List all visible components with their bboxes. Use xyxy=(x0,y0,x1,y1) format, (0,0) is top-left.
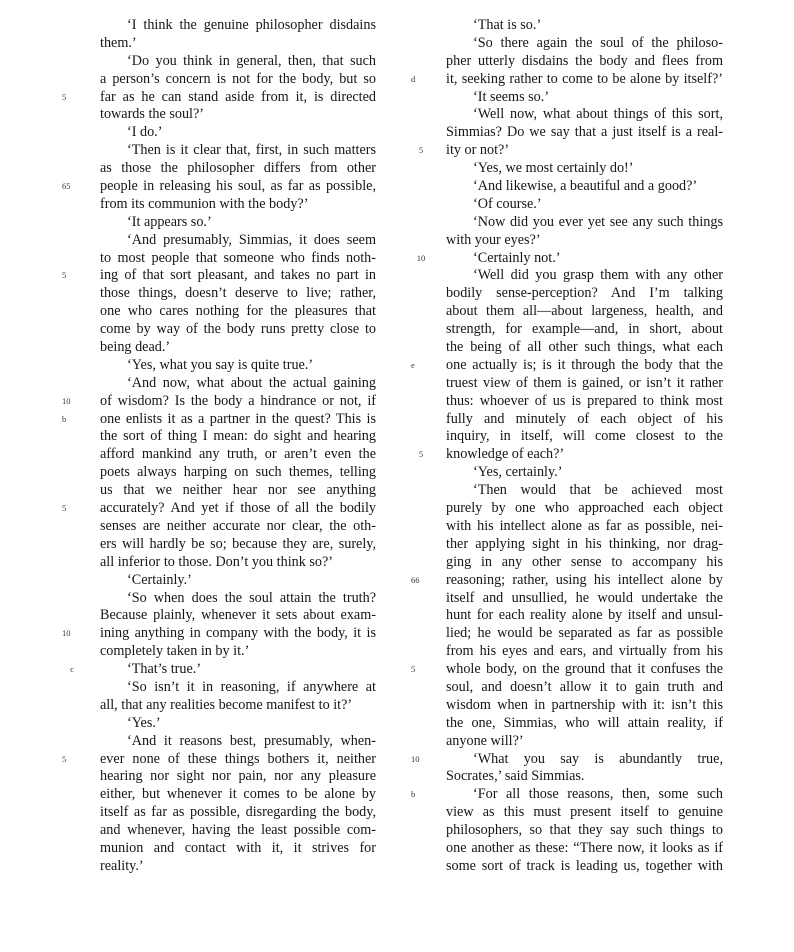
line-text: ers will hardly be so; because they are, surely, xyxy=(100,535,376,552)
line-text: Simmias? Do we say that a just itself is a real- xyxy=(446,124,723,141)
text-line xyxy=(100,643,376,661)
text-line xyxy=(416,249,723,268)
margin-line-marker: 5 xyxy=(62,270,67,281)
text-line xyxy=(62,392,376,411)
text-line xyxy=(446,840,723,858)
right-text-column xyxy=(411,17,723,876)
line-text: ‘Then is it clear that, first, in such matters xyxy=(127,142,376,159)
line-text: the being of all other such things, what each xyxy=(446,339,723,356)
text-line xyxy=(100,53,376,71)
text-line xyxy=(100,536,376,554)
margin-line-marker: 5 xyxy=(411,664,416,675)
text-line xyxy=(446,339,723,357)
margin-line-marker: 5 xyxy=(62,753,67,764)
text-line xyxy=(100,822,376,840)
text-line xyxy=(100,71,376,89)
line-text: one actually is; is it through the body that the xyxy=(446,356,723,373)
text-line xyxy=(100,160,376,178)
text-line xyxy=(446,464,723,482)
margin-line-marker: 5 xyxy=(418,449,424,460)
margin-line-marker: 10 xyxy=(416,252,426,263)
text-line xyxy=(446,285,723,303)
line-text: to most people that someone who finds noth- xyxy=(100,249,376,266)
text-line xyxy=(100,303,376,321)
text-line xyxy=(100,428,376,446)
line-text: ‘Yes, certainly.’ xyxy=(473,464,563,481)
margin-line-marker: 5 xyxy=(418,145,424,156)
line-text: ever none of these things bothers it, neither xyxy=(100,750,376,767)
line-text: some sort of track is leading us, together with xyxy=(446,857,723,874)
line-text: from his eyes and ears, and virtually from his xyxy=(446,643,723,660)
text-line xyxy=(446,303,723,321)
text-line xyxy=(100,768,376,786)
text-line xyxy=(62,500,376,518)
margin-line-marker: d xyxy=(411,73,416,84)
margin-line-marker: 10 xyxy=(62,395,71,406)
text-line xyxy=(100,572,376,590)
text-line xyxy=(446,196,723,214)
text-line xyxy=(62,88,376,107)
line-text: ‘So when does the soul attain the truth? xyxy=(127,589,376,606)
line-text: ‘Well did you grasp them with any other xyxy=(473,267,723,284)
line-text: one enlists it as a partner in the quest? This is xyxy=(100,410,376,427)
margin-line-marker: 5 xyxy=(62,91,67,102)
text-line xyxy=(446,53,723,71)
text-line xyxy=(100,285,376,303)
line-text: ‘It appears so.’ xyxy=(127,213,212,230)
text-line xyxy=(100,482,376,500)
line-text: ‘Certainly not.’ xyxy=(473,249,561,266)
margin-line-marker: c xyxy=(70,664,74,675)
line-text: ‘Then would that be achieved most xyxy=(473,482,723,499)
text-line xyxy=(100,679,376,697)
line-text: Socrates,’ said Simmias. xyxy=(446,768,585,785)
text-line xyxy=(70,661,376,679)
line-text: the sort of thing I mean: do sight and hearing xyxy=(100,428,376,445)
text-line xyxy=(411,750,723,769)
text-line xyxy=(62,410,376,429)
text-line xyxy=(446,500,723,518)
line-text: as those the philosopher differs from other xyxy=(100,160,376,177)
text-line xyxy=(100,804,376,822)
text-line xyxy=(100,518,376,536)
left-text-column xyxy=(62,17,376,876)
text-line xyxy=(446,482,723,500)
text-line xyxy=(100,35,376,53)
text-line xyxy=(446,214,723,232)
text-line xyxy=(446,267,723,285)
text-line xyxy=(411,661,723,679)
line-text: ‘Certainly.’ xyxy=(127,571,192,588)
line-text: far as he can stand aside from it, is directed xyxy=(100,88,376,105)
line-text: completely taken in by it.’ xyxy=(100,643,250,660)
line-text: them.’ xyxy=(100,34,137,51)
text-line xyxy=(446,679,723,697)
text-line xyxy=(100,446,376,464)
line-text: ‘And now, what about the actual gaining xyxy=(127,374,376,391)
line-text: ‘Well now, what about things of this sort, xyxy=(473,106,723,123)
text-line xyxy=(446,733,723,751)
line-text: us that we neither hear nor see anything xyxy=(100,482,376,499)
line-text: ‘And it reasons best, presumably, when- xyxy=(127,732,376,749)
text-line xyxy=(446,625,723,643)
text-line xyxy=(446,518,723,536)
line-text: the one, Simmias, who will attain reality, if xyxy=(446,714,723,731)
line-text: ‘Do you think in general, then, that such xyxy=(127,52,376,69)
text-line xyxy=(100,106,376,124)
line-text: ‘Now did you ever yet see any such things xyxy=(473,213,723,230)
line-text: people in releasing his soul, as far as possible, xyxy=(100,178,376,195)
line-text: one another as these: “There now, it looks as if xyxy=(446,839,723,856)
line-text: ging in any other sense to accompany his xyxy=(446,553,723,570)
line-text: lied; he would be separated as far as possible xyxy=(446,625,723,642)
line-text: ining anything in company with the body, it is xyxy=(100,625,376,642)
line-text: either, but whenever it comes to be alone by xyxy=(100,786,376,803)
text-line xyxy=(446,106,723,124)
text-line xyxy=(446,232,723,250)
text-line xyxy=(100,196,376,214)
line-text: from its communion with the body?’ xyxy=(100,195,309,212)
line-text: munion and contact with it, it strives for xyxy=(100,839,376,856)
text-line xyxy=(62,750,376,769)
text-line xyxy=(411,356,723,375)
text-line xyxy=(100,232,376,250)
line-text: fully and minutely of each object of his xyxy=(446,410,723,427)
line-text: philosophers, so that they say such things to xyxy=(446,822,723,839)
text-line xyxy=(418,142,723,160)
line-text: ‘What you say is abundantly true, xyxy=(473,750,723,767)
text-line xyxy=(446,768,723,786)
line-text: those things, doesn’t deserve to live; rather, xyxy=(100,285,376,302)
line-text: soul, and doesn’t allow it to gain truth and xyxy=(446,678,723,695)
line-text: ‘Yes, what you say is quite true.’ xyxy=(127,356,314,373)
text-line xyxy=(100,339,376,357)
line-text: strength, for example—and, in short, about xyxy=(446,321,723,338)
text-line xyxy=(446,715,723,733)
line-text: itself as far as possible, disregarding the body, xyxy=(100,804,376,821)
line-text: about them all—about largeness, health, and xyxy=(446,303,723,320)
text-line xyxy=(100,786,376,804)
text-line xyxy=(446,428,723,446)
text-line xyxy=(446,804,723,822)
line-text: wisdom when in partnership with it: isn’t this xyxy=(446,696,723,713)
text-line xyxy=(100,357,376,375)
text-line xyxy=(446,375,723,393)
line-text: towards the soul?’ xyxy=(100,106,205,123)
text-line xyxy=(100,214,376,232)
line-text: ‘That is so.’ xyxy=(473,17,542,33)
line-text: truest view of them is gained, or isn’t it rather xyxy=(446,374,723,391)
line-text: with your eyes?’ xyxy=(446,231,541,248)
text-line xyxy=(100,607,376,625)
line-text: ‘And likewise, a beautiful and a good?’ xyxy=(473,178,698,195)
line-text: and whenever, having the least possible com- xyxy=(100,822,376,839)
text-line xyxy=(446,35,723,53)
line-text: ‘It seems so.’ xyxy=(473,88,550,105)
line-text: reality.’ xyxy=(100,857,144,874)
line-text: of wisdom? Is the body a hindrance or not, if xyxy=(100,392,376,409)
text-line xyxy=(62,267,376,285)
text-line xyxy=(100,124,376,142)
line-text: with his intellect alone as far as possible, nei- xyxy=(446,517,723,534)
text-line xyxy=(446,89,723,107)
line-text: ‘Of course.’ xyxy=(473,195,542,212)
line-text: pher utterly disdains the body and flees from xyxy=(446,52,723,69)
text-line xyxy=(100,840,376,858)
line-text: being dead.’ xyxy=(100,339,171,356)
line-text: accurately? And yet if those of all the bodily xyxy=(100,500,376,517)
text-line xyxy=(446,822,723,840)
text-line xyxy=(100,697,376,715)
line-text: knowledge of each?’ xyxy=(446,446,565,463)
line-text: one who cares nothing for the pleasures that xyxy=(100,303,376,320)
text-line xyxy=(100,715,376,733)
line-text: a person’s concern is not for the body, but so xyxy=(100,70,376,87)
margin-line-marker: 10 xyxy=(62,628,71,639)
line-text: inquiry, in itself, will come closest to the xyxy=(446,428,723,445)
line-text: ther applying sight in his thinking, nor drag- xyxy=(446,535,723,552)
line-text: ‘I do.’ xyxy=(127,124,163,141)
text-line xyxy=(446,321,723,339)
text-line xyxy=(446,590,723,608)
text-line xyxy=(411,786,723,804)
line-text: itself and unsullied, he would undertake the xyxy=(446,589,723,606)
line-text: Because plainly, whenever it sets about exam- xyxy=(100,607,376,624)
line-text: ‘For all those reasons, then, some such xyxy=(473,786,723,803)
line-text: ing of that sort pleasant, and takes no part in xyxy=(100,267,376,284)
text-line xyxy=(446,858,723,876)
line-text: view as this must present itself to genuine xyxy=(446,804,723,821)
text-line xyxy=(418,446,723,464)
text-line xyxy=(446,160,723,178)
text-line xyxy=(446,393,723,411)
text-line xyxy=(446,643,723,661)
margin-line-marker: b xyxy=(411,789,416,800)
line-text: poets always harping on such themes, telling xyxy=(100,464,376,481)
line-text: purely by one who approached each object xyxy=(446,500,723,517)
text-line xyxy=(100,590,376,608)
text-line xyxy=(446,607,723,625)
text-line xyxy=(446,411,723,429)
line-text: it, seeking rather to come to be alone by itself?’ xyxy=(446,70,723,87)
text-line xyxy=(100,464,376,482)
margin-line-marker: 65 xyxy=(62,181,71,192)
text-line xyxy=(446,554,723,572)
line-text: ‘I think the genuine philosopher disdains xyxy=(127,17,376,33)
text-line xyxy=(100,142,376,160)
text-line xyxy=(446,17,723,35)
text-line xyxy=(100,375,376,393)
margin-line-marker: e xyxy=(411,359,415,370)
line-text: bodily sense-perception? And I’m talking xyxy=(446,285,723,302)
line-text: anyone will?’ xyxy=(446,732,524,749)
text-line xyxy=(100,554,376,572)
line-text: come by way of the body runs pretty close to xyxy=(100,321,376,338)
line-text: all, that any realities become manifest to it?’ xyxy=(100,696,353,713)
margin-line-marker: b xyxy=(62,413,67,424)
margin-line-marker: 66 xyxy=(411,574,420,585)
text-line xyxy=(100,17,376,35)
text-line xyxy=(446,178,723,196)
text-line xyxy=(446,536,723,554)
line-text: ‘So isn’t it in reasoning, if anywhere at xyxy=(127,678,376,695)
margin-line-marker: 10 xyxy=(411,753,420,764)
text-line xyxy=(446,124,723,142)
margin-line-marker: 5 xyxy=(62,503,67,514)
text-line xyxy=(62,625,376,643)
line-text: all inferior to those. Don’t you think so?’ xyxy=(100,553,334,570)
line-text: hearing nor sight nor pain, nor any pleasure xyxy=(100,768,376,785)
text-line xyxy=(446,697,723,715)
line-text: ‘And presumably, Simmias, it does seem xyxy=(127,231,376,248)
text-line xyxy=(100,733,376,751)
line-text: afford mankind any truth, or aren’t even the xyxy=(100,446,376,463)
text-line xyxy=(411,70,723,89)
line-text: reasoning; rather, using his intellect alone by xyxy=(446,571,723,588)
text-line xyxy=(411,571,723,590)
line-text: thus: whoever of us is prepared to think most xyxy=(446,392,723,409)
line-text: ‘That’s true.’ xyxy=(127,661,202,678)
line-text: ‘Yes, we most certainly do!’ xyxy=(473,160,634,177)
line-text: hunt for each reality alone by itself and unsul- xyxy=(446,607,723,624)
line-text: ‘Yes.’ xyxy=(127,714,161,731)
line-text: whole body, on the ground that it confuses the xyxy=(446,661,723,678)
text-line xyxy=(100,858,376,876)
text-line xyxy=(100,250,376,268)
line-text: senses are neither accurate nor clear, the oth- xyxy=(100,517,376,534)
text-line xyxy=(100,321,376,339)
text-line xyxy=(62,178,376,196)
line-text: ity or not?’ xyxy=(446,142,510,159)
line-text: ‘So there again the soul of the philoso- xyxy=(473,34,723,51)
